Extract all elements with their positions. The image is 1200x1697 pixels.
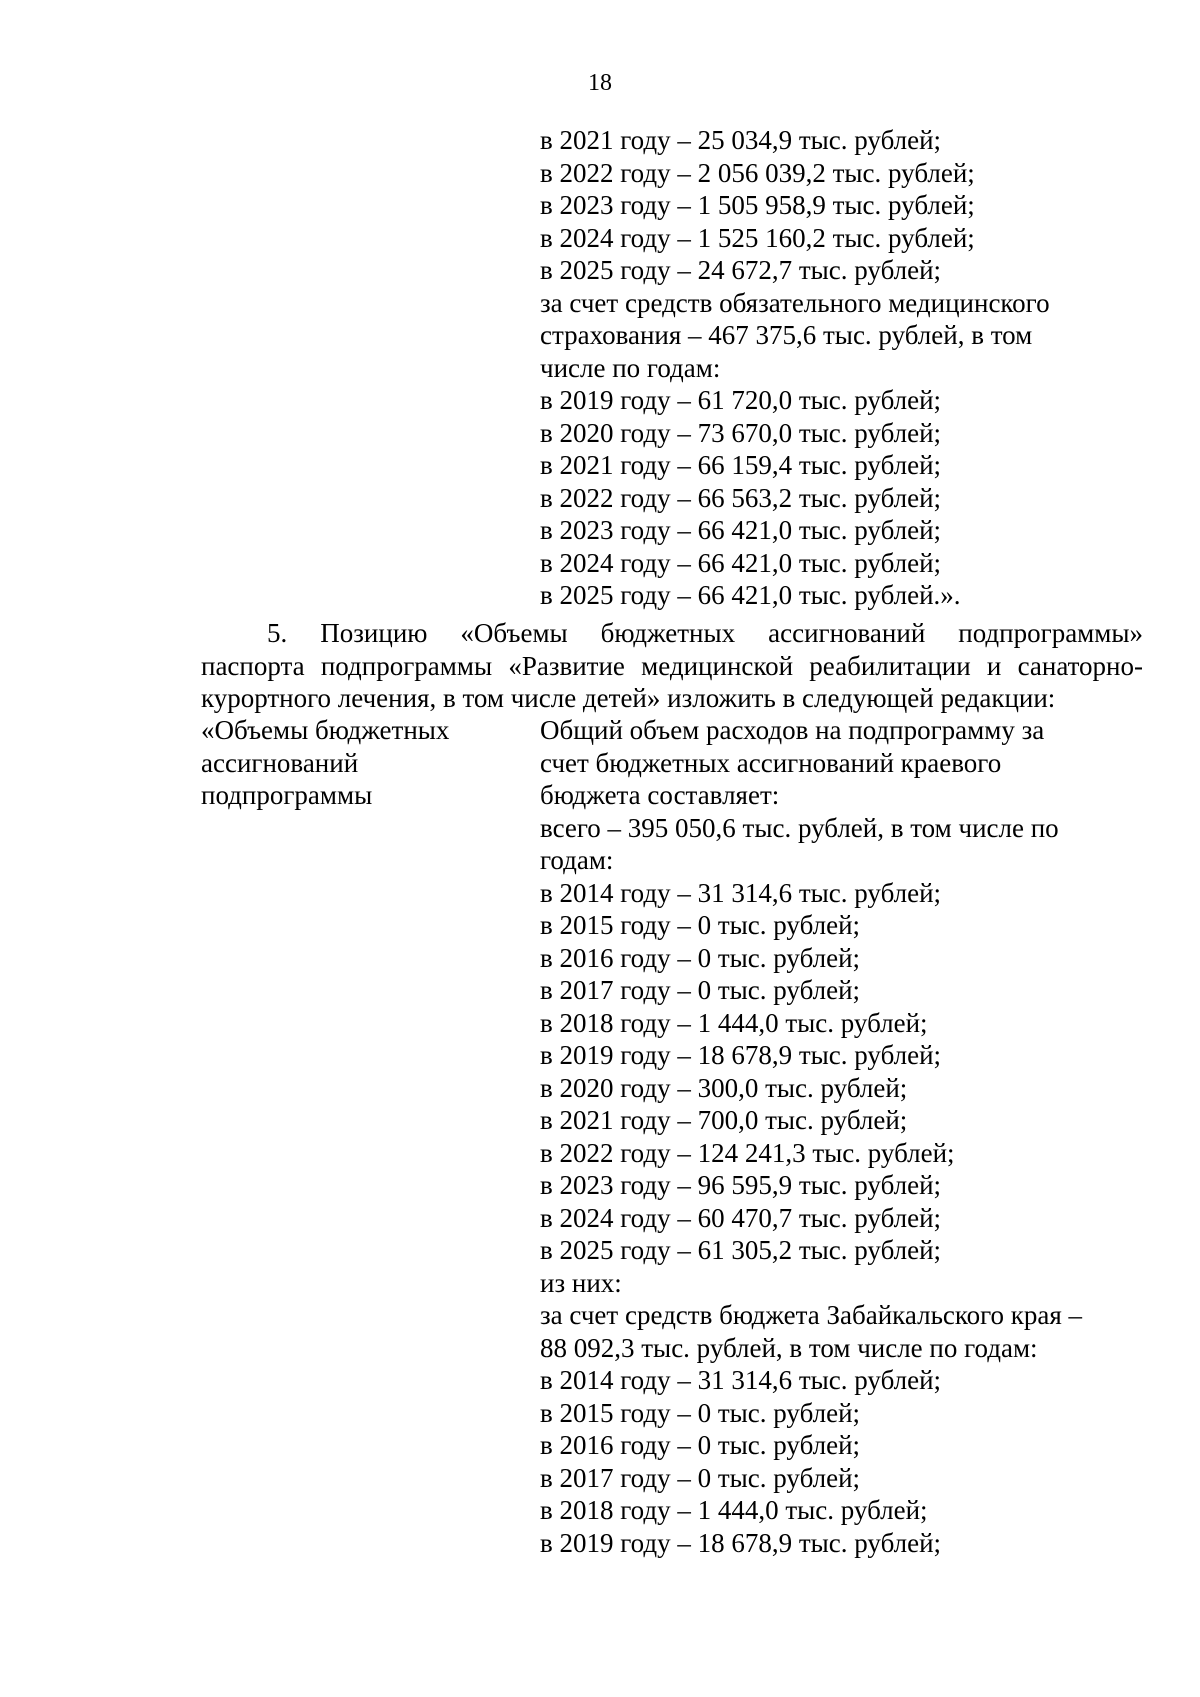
text-line: в 2023 году – 1 505 958,9 тыс. рублей; bbox=[540, 190, 975, 220]
value-line: счет бюджетных ассигнований краевого bbox=[540, 747, 1002, 778]
value-line: из них: bbox=[540, 1267, 622, 1298]
paragraph-line: паспорта подпрограммы «Развитие медицинской реабилитации и санаторно- bbox=[201, 650, 1143, 681]
table-value-cell bbox=[540, 714, 1140, 1559]
value-line: в 2020 году – 300,0 тыс. рублей; bbox=[540, 1072, 908, 1103]
value-line: бюджета составляет: bbox=[540, 780, 780, 810]
paragraph-line: 5. Позицию «Объемы бюджетных ассигнований подпрограммы» bbox=[267, 618, 1143, 648]
value-line: в 2022 году – 124 241,3 тыс. рублей; bbox=[540, 1137, 955, 1168]
value-line: в 2016 году – 0 тыс. рублей; bbox=[540, 1430, 861, 1460]
value-line: в 2024 году – 60 470,7 тыс. рублей; bbox=[540, 1202, 942, 1233]
text-line: в 2021 году – 66 159,4 тыс. рублей; bbox=[540, 450, 942, 480]
value-line: в 2015 году – 0 тыс. рублей; bbox=[540, 1397, 861, 1428]
page-number: 18 bbox=[588, 70, 612, 96]
text-line: в 2024 году – 1 525 160,2 тыс. рублей; bbox=[540, 222, 975, 253]
value-line: в 2018 году – 1 444,0 тыс. рублей; bbox=[540, 1495, 928, 1525]
value-line: Общий объем расходов на подпрограмму за bbox=[540, 715, 1045, 745]
value-line: в 2018 году – 1 444,0 тыс. рублей; bbox=[540, 1007, 928, 1038]
text-line: числе по годам: bbox=[540, 352, 721, 383]
text-line: в 2025 году – 24 672,7 тыс. рублей; bbox=[540, 255, 942, 285]
text-line: в 2025 году – 66 421,0 тыс. рублей.». bbox=[540, 580, 961, 610]
value-line: в 2017 году – 0 тыс. рублей; bbox=[540, 975, 861, 1005]
paragraph-line: курортного лечения, в том числе детей» изложить в следующей редакции: bbox=[201, 683, 1056, 713]
value-line: в 2021 году – 700,0 тыс. рублей; bbox=[540, 1105, 908, 1135]
text-line: в 2021 году – 25 034,9 тыс. рублей; bbox=[540, 125, 942, 155]
value-line: всего – 395 050,6 тыс. рублей, в том числе по bbox=[540, 812, 1059, 843]
value-line: в 2019 году – 18 678,9 тыс. рублей; bbox=[540, 1040, 942, 1070]
label-line: ассигнований bbox=[201, 747, 359, 778]
label-line: «Объемы бюджетных bbox=[201, 715, 450, 745]
value-line: в 2019 году – 18 678,9 тыс. рублей; bbox=[540, 1527, 942, 1558]
amendment-paragraph bbox=[201, 617, 1143, 715]
value-line: годам: bbox=[540, 845, 614, 875]
text-line: в 2019 году – 61 720,0 тыс. рублей; bbox=[540, 385, 942, 415]
value-line: в 2023 году – 96 595,9 тыс. рублей; bbox=[540, 1170, 942, 1200]
value-line: 88 092,3 тыс. рублей, в том числе по годам: bbox=[540, 1332, 1038, 1363]
value-line: в 2014 году – 31 314,6 тыс. рублей; bbox=[540, 877, 942, 908]
value-line: в 2017 году – 0 тыс. рублей; bbox=[540, 1462, 861, 1493]
text-line: в 2023 году – 66 421,0 тыс. рублей; bbox=[540, 515, 942, 545]
text-line: страхования – 467 375,6 тыс. рублей, в том bbox=[540, 320, 1033, 350]
label-line: подпрограммы bbox=[201, 780, 373, 810]
text-line: в 2022 году – 2 056 039,2 тыс. рублей; bbox=[540, 157, 975, 188]
value-line: в 2014 году – 31 314,6 тыс. рублей; bbox=[540, 1365, 942, 1395]
value-line: в 2025 году – 61 305,2 тыс. рублей; bbox=[540, 1235, 942, 1265]
value-line: в 2016 году – 0 тыс. рублей; bbox=[540, 942, 861, 973]
text-line: в 2024 году – 66 421,0 тыс. рублей; bbox=[540, 547, 942, 578]
funding-continuation-block bbox=[540, 124, 1140, 612]
text-line: за счет средств обязательного медицинского bbox=[540, 287, 1050, 318]
text-line: в 2022 году – 66 563,2 тыс. рублей; bbox=[540, 482, 942, 513]
table-label-cell bbox=[201, 714, 531, 812]
text-line: в 2020 году – 73 670,0 тыс. рублей; bbox=[540, 417, 942, 448]
value-line: за счет средств бюджета Забайкальского края – bbox=[540, 1300, 1083, 1330]
value-line: в 2015 году – 0 тыс. рублей; bbox=[540, 910, 861, 940]
